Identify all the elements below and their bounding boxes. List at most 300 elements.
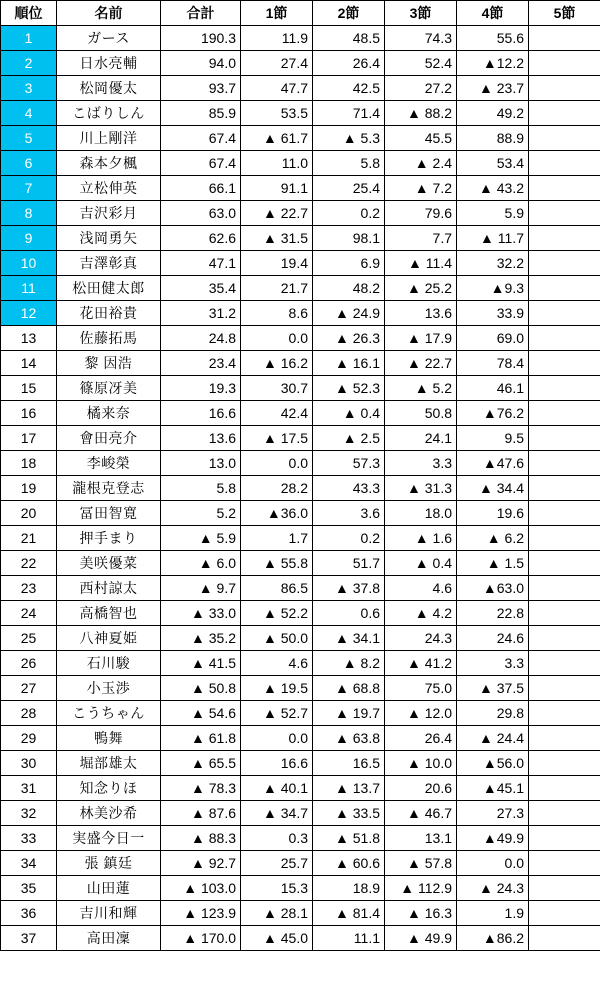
cell-section-1: 16.6 [241,751,313,776]
cell-section-5 [529,901,600,926]
cell-name: 日水亮輔 [57,51,161,76]
cell-section-2: ▲ 37.8 [313,576,385,601]
cell-section-5 [529,701,600,726]
cell-section-1: ▲ 50.0 [241,626,313,651]
cell-total: 93.7 [161,76,241,101]
cell-section-4: ▲ 24.3 [457,876,529,901]
cell-name: 堀部雄太 [57,751,161,776]
table-row [1,176,600,201]
cell-section-4: ▲ 11.7 [457,226,529,251]
cell-section-2: ▲ 2.5 [313,426,385,451]
cell-section-1: ▲ 17.5 [241,426,313,451]
cell-rank: 23 [1,576,57,601]
cell-section-3: 79.6 [385,201,457,226]
cell-section-5 [529,801,600,826]
table-header [1,1,600,26]
cell-section-5 [529,301,600,326]
table-row [1,151,600,176]
table-row [1,326,600,351]
cell-total: ▲ 50.8 [161,676,241,701]
cell-total: ▲ 5.9 [161,526,241,551]
cell-section-2: ▲ 34.1 [313,626,385,651]
cell-section-1: ▲36.0 [241,501,313,526]
cell-section-2: ▲ 24.9 [313,301,385,326]
cell-section-2: 3.6 [313,501,385,526]
cell-section-1: ▲ 61.7 [241,126,313,151]
cell-section-1: 27.4 [241,51,313,76]
cell-name: 高橋智也 [57,601,161,626]
table-row [1,651,600,676]
cell-section-1: ▲ 52.7 [241,701,313,726]
cell-section-3: 50.8 [385,401,457,426]
cell-section-3: 13.6 [385,301,457,326]
cell-section-1: ▲ 19.5 [241,676,313,701]
cell-section-5 [529,726,600,751]
cell-section-2: ▲ 8.2 [313,651,385,676]
cell-section-5 [529,751,600,776]
table-row [1,26,600,51]
cell-section-1: ▲ 28.1 [241,901,313,926]
cell-section-1: 25.7 [241,851,313,876]
cell-section-1: 4.6 [241,651,313,676]
cell-section-4: 46.1 [457,376,529,401]
cell-section-3: ▲ 22.7 [385,351,457,376]
cell-section-4: ▲ 6.2 [457,526,529,551]
cell-section-5 [529,776,600,801]
cell-section-3: ▲ 5.2 [385,376,457,401]
cell-section-4: ▲ 23.7 [457,76,529,101]
cell-section-4: ▲63.0 [457,576,529,601]
cell-section-2: 43.3 [313,476,385,501]
table-row [1,201,600,226]
table-row [1,101,600,126]
cell-name: 橘来奈 [57,401,161,426]
cell-name: 吉沢彩月 [57,201,161,226]
cell-total: 63.0 [161,201,241,226]
cell-section-2: 26.4 [313,51,385,76]
cell-name: 高田凜 [57,926,161,951]
cell-rank: 35 [1,876,57,901]
cell-section-5 [529,576,600,601]
table-row [1,626,600,651]
cell-section-5 [529,651,600,676]
cell-section-4: 1.9 [457,901,529,926]
cell-rank: 1 [1,26,57,51]
header-row [1,1,600,26]
cell-section-5 [529,251,600,276]
cell-section-2: ▲ 19.7 [313,701,385,726]
cell-rank: 13 [1,326,57,351]
cell-rank: 28 [1,701,57,726]
cell-total: 62.6 [161,226,241,251]
cell-section-4: ▲49.9 [457,826,529,851]
cell-section-1: 0.0 [241,326,313,351]
cell-rank: 25 [1,626,57,651]
cell-section-1: 53.5 [241,101,313,126]
cell-section-4: ▲12.2 [457,51,529,76]
cell-name: 吉澤彰真 [57,251,161,276]
cell-section-1: ▲ 34.7 [241,801,313,826]
cell-section-1: 30.7 [241,376,313,401]
cell-rank: 32 [1,801,57,826]
table-row [1,801,600,826]
table-row [1,851,600,876]
cell-section-1: 15.3 [241,876,313,901]
cell-section-4: 33.9 [457,301,529,326]
table-row [1,376,600,401]
cell-name: 小玉渉 [57,676,161,701]
cell-name: 美咲優菜 [57,551,161,576]
cell-total: ▲ 65.5 [161,751,241,776]
cell-rank: 7 [1,176,57,201]
cell-total: 66.1 [161,176,241,201]
cell-section-1: 19.4 [241,251,313,276]
cell-total: ▲ 123.9 [161,901,241,926]
cell-section-3: 20.6 [385,776,457,801]
cell-total: 190.3 [161,26,241,51]
cell-section-4: 24.6 [457,626,529,651]
table-row [1,351,600,376]
cell-total: ▲ 9.7 [161,576,241,601]
cell-rank: 5 [1,126,57,151]
cell-section-2: 0.6 [313,601,385,626]
table-row [1,526,600,551]
table-row [1,601,600,626]
cell-section-5 [529,226,600,251]
table-body [1,26,600,951]
table-row [1,126,600,151]
cell-section-5 [529,76,600,101]
cell-section-2: 71.4 [313,101,385,126]
cell-rank: 27 [1,676,57,701]
cell-section-2: ▲ 33.5 [313,801,385,826]
column-header-section-2: 2節 [313,1,385,26]
column-header-section-5: 5節 [529,1,600,26]
cell-name: 押手まり [57,526,161,551]
cell-rank: 8 [1,201,57,226]
cell-section-4: ▲45.1 [457,776,529,801]
table-row [1,701,600,726]
cell-section-1: 0.0 [241,726,313,751]
cell-section-3: ▲ 16.3 [385,901,457,926]
cell-section-5 [529,126,600,151]
cell-total: ▲ 61.8 [161,726,241,751]
cell-section-2: ▲ 16.1 [313,351,385,376]
cell-total: 13.0 [161,451,241,476]
cell-section-3: 52.4 [385,51,457,76]
cell-rank: 4 [1,101,57,126]
cell-section-1: 47.7 [241,76,313,101]
cell-total: 67.4 [161,151,241,176]
cell-rank: 15 [1,376,57,401]
cell-name: こばりしん [57,101,161,126]
cell-section-2: ▲ 26.3 [313,326,385,351]
cell-section-5 [529,326,600,351]
cell-rank: 11 [1,276,57,301]
cell-rank: 33 [1,826,57,851]
cell-name: 八神夏姫 [57,626,161,651]
cell-section-2: ▲ 5.3 [313,126,385,151]
cell-total: ▲ 78.3 [161,776,241,801]
cell-section-2: 51.7 [313,551,385,576]
cell-section-5 [529,351,600,376]
cell-rank: 18 [1,451,57,476]
cell-section-4: 29.8 [457,701,529,726]
cell-section-4: 88.9 [457,126,529,151]
cell-section-5 [529,851,600,876]
cell-rank: 16 [1,401,57,426]
cell-name: 松田健太郎 [57,276,161,301]
cell-section-4: ▲56.0 [457,751,529,776]
cell-name: 実盛今日一 [57,826,161,851]
cell-section-4: 19.6 [457,501,529,526]
cell-section-5 [529,101,600,126]
cell-name: 篠原冴美 [57,376,161,401]
cell-name: 松岡優太 [57,76,161,101]
cell-section-4: 55.6 [457,26,529,51]
cell-name: 鴨舞 [57,726,161,751]
cell-name: 冨田智寛 [57,501,161,526]
cell-section-2: ▲ 13.7 [313,776,385,801]
cell-section-2: 48.5 [313,26,385,51]
cell-section-3: 24.1 [385,426,457,451]
table-row [1,226,600,251]
cell-section-3: ▲ 1.6 [385,526,457,551]
column-header-rank: 順位 [1,1,57,26]
cell-section-4: 49.2 [457,101,529,126]
cell-section-2: ▲ 68.8 [313,676,385,701]
cell-name: 知念りほ [57,776,161,801]
cell-section-3: ▲ 49.9 [385,926,457,951]
cell-total: 47.1 [161,251,241,276]
cell-section-3: ▲ 57.8 [385,851,457,876]
cell-section-3: ▲ 4.2 [385,601,457,626]
table-row [1,826,600,851]
table-row [1,301,600,326]
cell-total: 85.9 [161,101,241,126]
column-header-total: 合計 [161,1,241,26]
cell-section-5 [529,26,600,51]
cell-total: 31.2 [161,301,241,326]
cell-section-5 [529,876,600,901]
cell-total: 24.8 [161,326,241,351]
cell-total: ▲ 87.6 [161,801,241,826]
cell-section-4: 0.0 [457,851,529,876]
cell-section-5 [529,676,600,701]
cell-section-3: ▲ 88.2 [385,101,457,126]
cell-section-3: ▲ 10.0 [385,751,457,776]
cell-section-4: 3.3 [457,651,529,676]
cell-section-4: ▲ 43.2 [457,176,529,201]
column-header-section-1: 1節 [241,1,313,26]
cell-section-3: ▲ 31.3 [385,476,457,501]
cell-section-1: ▲ 45.0 [241,926,313,951]
cell-section-1: 11.9 [241,26,313,51]
cell-section-4: ▲9.3 [457,276,529,301]
cell-section-3: ▲ 11.4 [385,251,457,276]
cell-total: 94.0 [161,51,241,76]
cell-rank: 10 [1,251,57,276]
cell-section-4: ▲ 24.4 [457,726,529,751]
cell-section-2: 25.4 [313,176,385,201]
cell-rank: 20 [1,501,57,526]
cell-rank: 37 [1,926,57,951]
cell-section-4: ▲ 37.5 [457,676,529,701]
cell-name: ガース [57,26,161,51]
cell-section-2: 16.5 [313,751,385,776]
cell-section-4: 69.0 [457,326,529,351]
cell-section-1: 0.3 [241,826,313,851]
cell-section-3: ▲ 12.0 [385,701,457,726]
cell-section-3: 4.6 [385,576,457,601]
cell-rank: 30 [1,751,57,776]
cell-total: 13.6 [161,426,241,451]
cell-name: 森本夕楓 [57,151,161,176]
cell-section-1: 0.0 [241,451,313,476]
cell-total: 67.4 [161,126,241,151]
table-row [1,501,600,526]
cell-total: ▲ 33.0 [161,601,241,626]
cell-name: 黎 因浩 [57,351,161,376]
cell-rank: 26 [1,651,57,676]
cell-section-5 [529,551,600,576]
cell-total: ▲ 41.5 [161,651,241,676]
cell-rank: 12 [1,301,57,326]
cell-total: ▲ 92.7 [161,851,241,876]
cell-section-5 [529,501,600,526]
cell-name: 浅岡勇矢 [57,226,161,251]
cell-section-5 [529,926,600,951]
cell-name: 林美沙希 [57,801,161,826]
cell-name: 西村諒太 [57,576,161,601]
cell-section-1: ▲ 52.2 [241,601,313,626]
cell-section-1: 1.7 [241,526,313,551]
table-row [1,76,600,101]
cell-section-1: 11.0 [241,151,313,176]
cell-name: こうちゃん [57,701,161,726]
cell-section-4: 32.2 [457,251,529,276]
cell-section-2: 57.3 [313,451,385,476]
cell-section-2: 42.5 [313,76,385,101]
table-row [1,726,600,751]
table-row [1,551,600,576]
cell-section-3: 75.0 [385,676,457,701]
cell-name: 佐藤拓馬 [57,326,161,351]
cell-section-2: 48.2 [313,276,385,301]
cell-section-2: 0.2 [313,201,385,226]
cell-rank: 21 [1,526,57,551]
cell-total: 19.3 [161,376,241,401]
column-header-section-4: 4節 [457,1,529,26]
cell-section-3: 45.5 [385,126,457,151]
cell-name: 川上剛洋 [57,126,161,151]
cell-total: ▲ 35.2 [161,626,241,651]
cell-section-4: ▲47.6 [457,451,529,476]
cell-rank: 34 [1,851,57,876]
cell-section-2: 18.9 [313,876,385,901]
cell-rank: 19 [1,476,57,501]
cell-section-1: 42.4 [241,401,313,426]
cell-section-1: 8.6 [241,301,313,326]
cell-rank: 14 [1,351,57,376]
cell-section-5 [529,176,600,201]
cell-section-4: 22.8 [457,601,529,626]
table-row [1,401,600,426]
table-row [1,776,600,801]
cell-section-4: ▲86.2 [457,926,529,951]
cell-section-4: 9.5 [457,426,529,451]
cell-total: 16.6 [161,401,241,426]
cell-rank: 22 [1,551,57,576]
cell-section-2: 0.2 [313,526,385,551]
cell-section-3: ▲ 41.2 [385,651,457,676]
cell-section-1: 86.5 [241,576,313,601]
cell-rank: 31 [1,776,57,801]
cell-section-2: ▲ 0.4 [313,401,385,426]
cell-section-1: ▲ 31.5 [241,226,313,251]
cell-section-5 [529,376,600,401]
cell-section-2: ▲ 81.4 [313,901,385,926]
cell-name: 張 鎮廷 [57,851,161,876]
table-row [1,476,600,501]
cell-name: 瀧根克登志 [57,476,161,501]
column-header-name: 名前 [57,1,161,26]
cell-section-1: ▲ 40.1 [241,776,313,801]
table-row [1,876,600,901]
cell-section-4: 53.4 [457,151,529,176]
cell-section-4: ▲ 1.5 [457,551,529,576]
cell-section-3: 24.3 [385,626,457,651]
cell-section-2: 6.9 [313,251,385,276]
cell-section-5 [529,151,600,176]
cell-section-3: ▲ 17.9 [385,326,457,351]
cell-section-2: 98.1 [313,226,385,251]
table-row [1,576,600,601]
cell-section-4: 78.4 [457,351,529,376]
cell-section-4: 27.3 [457,801,529,826]
cell-section-3: ▲ 25.2 [385,276,457,301]
cell-total: 23.4 [161,351,241,376]
cell-rank: 2 [1,51,57,76]
cell-rank: 36 [1,901,57,926]
cell-rank: 17 [1,426,57,451]
cell-section-3: 7.7 [385,226,457,251]
cell-section-3: 3.3 [385,451,457,476]
table-row [1,451,600,476]
cell-section-1: ▲ 16.2 [241,351,313,376]
cell-total: 5.2 [161,501,241,526]
table-row [1,926,600,951]
cell-rank: 24 [1,601,57,626]
cell-total: 5.8 [161,476,241,501]
cell-total: ▲ 103.0 [161,876,241,901]
table-row [1,901,600,926]
cell-section-3: 26.4 [385,726,457,751]
cell-name: 會田亮介 [57,426,161,451]
cell-section-2: 11.1 [313,926,385,951]
cell-section-5 [529,51,600,76]
table-row [1,251,600,276]
cell-total: ▲ 54.6 [161,701,241,726]
cell-section-3: ▲ 0.4 [385,551,457,576]
cell-section-3: ▲ 7.2 [385,176,457,201]
cell-rank: 6 [1,151,57,176]
cell-section-3: 13.1 [385,826,457,851]
cell-section-4: ▲76.2 [457,401,529,426]
cell-section-5 [529,451,600,476]
cell-section-1: ▲ 55.8 [241,551,313,576]
cell-rank: 29 [1,726,57,751]
